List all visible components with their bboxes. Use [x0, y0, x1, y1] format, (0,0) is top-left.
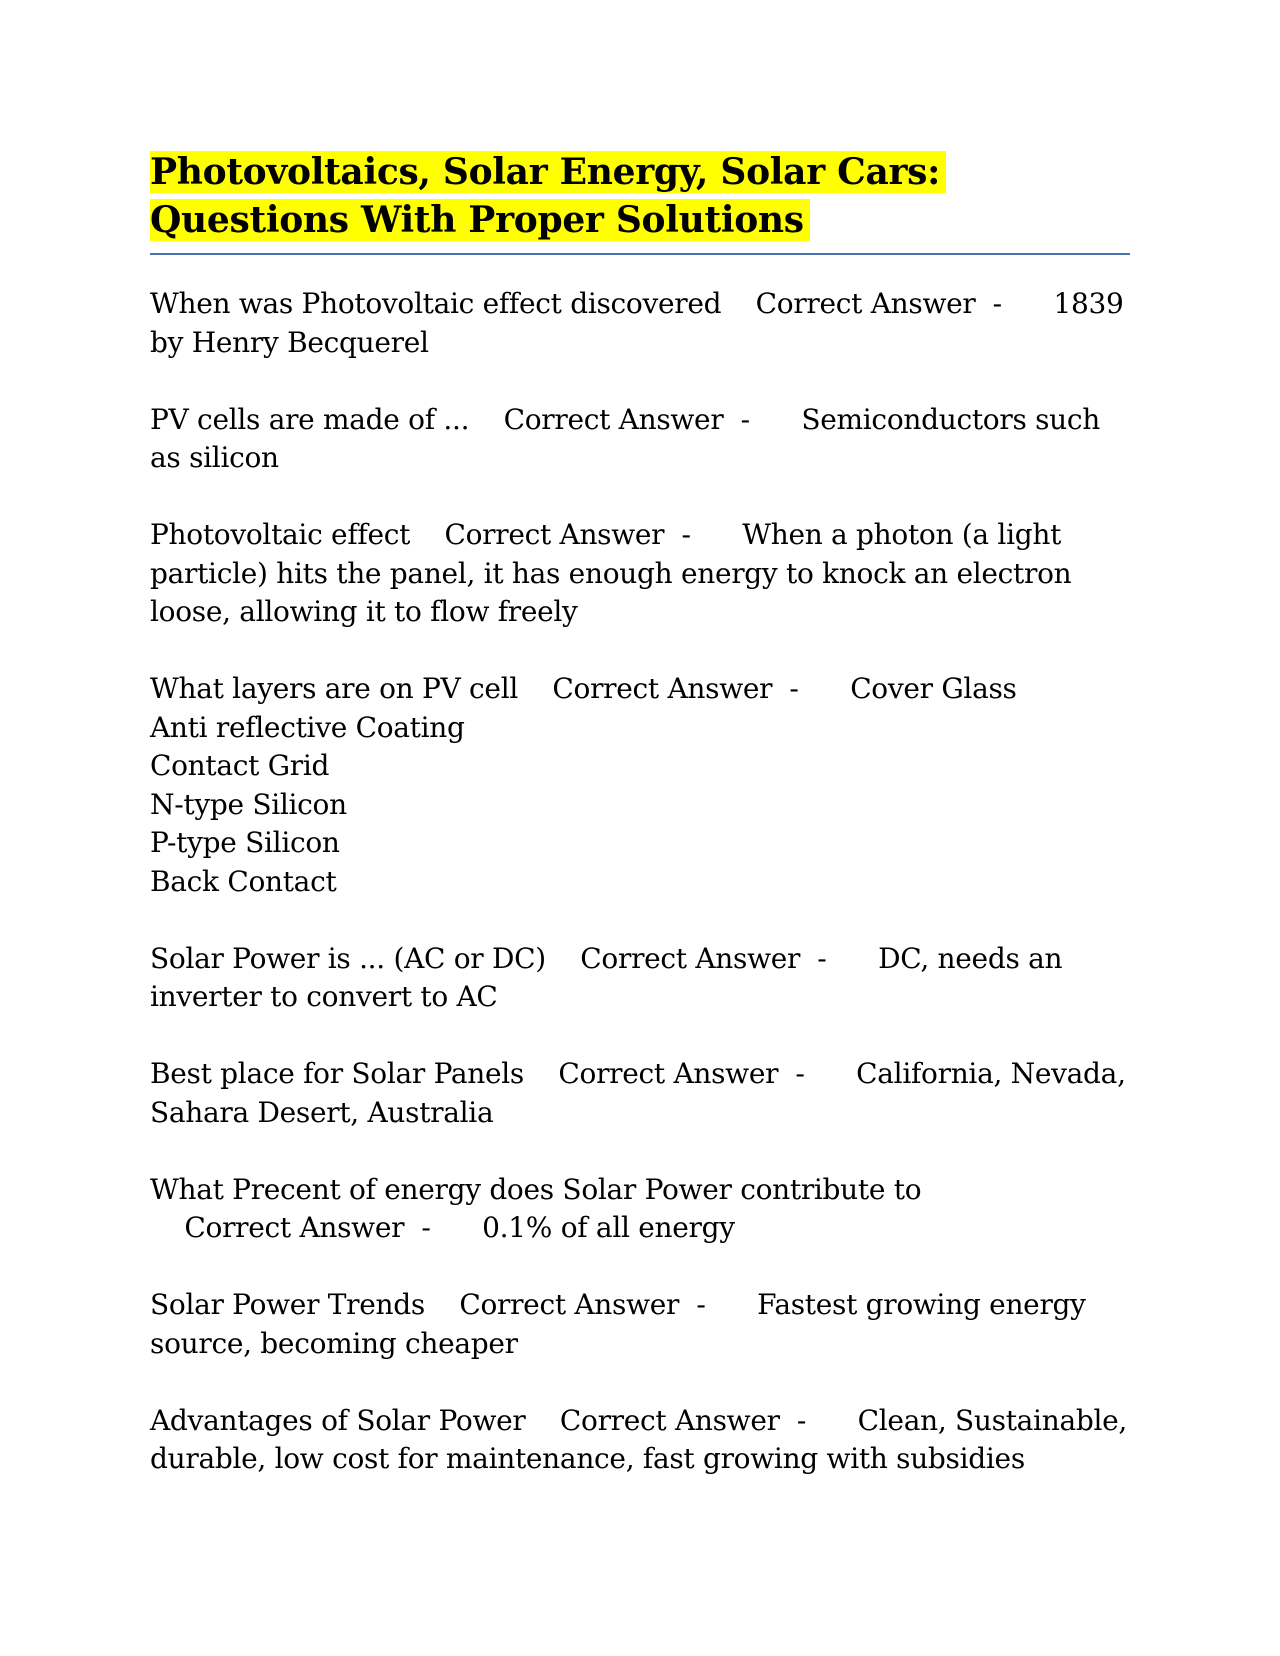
question-text: What layers are on PV cell: [150, 672, 519, 705]
answer-text: 0.1% of all energy: [482, 1211, 735, 1244]
qa-item-best-place: [150, 1055, 1130, 1132]
correct-answer-label: Correct Answer -: [523, 1057, 857, 1090]
question-text: When was Photovoltaic effect discovered: [150, 287, 722, 320]
answer-line: N-type Silicon: [150, 787, 347, 821]
answer-text: Semiconductors such as silicon: [150, 402, 1101, 474]
answer-text: Clean, Sustainable, durable, low cost for maintenance, fast growing with subsidies: [150, 1403, 1127, 1475]
qa-item-pv-material: [150, 401, 1130, 478]
title-block: [150, 148, 1130, 255]
page-title: [150, 148, 1130, 244]
question-text: Photovoltaic effect: [150, 518, 411, 551]
answer-text: California, Nevada, Sahara Desert, Australia: [150, 1057, 1126, 1129]
answer-text: Fastest growing energy source, becoming cheaper: [150, 1288, 1086, 1360]
qa-item-advantages: [150, 1402, 1130, 1479]
question-text: Solar Power is ... (AC or DC): [150, 941, 546, 975]
answer-line: Contact Grid: [150, 749, 330, 782]
correct-answer-label: Correct Answer -: [424, 1288, 758, 1321]
question-text: Best place for Solar Panels: [150, 1057, 524, 1090]
answer-line: Back Contact: [150, 864, 337, 898]
qa-item-pv-effect: [150, 516, 1130, 632]
correct-answer-label: Correct Answer -: [150, 1211, 483, 1244]
correct-answer-label: Correct Answer -: [410, 518, 743, 551]
correct-answer-label: Correct Answer -: [469, 402, 802, 436]
question-text: Advantages of Solar Power: [150, 1403, 526, 1437]
answer-line: P-type Silicon: [150, 826, 340, 859]
answer-text: When a photon (a light particle) hits the panel, it has enough energy to knock an electron loose, allowing it to flow freely: [150, 518, 1072, 628]
qa-item-trends: [150, 1286, 1130, 1363]
document-page: [150, 148, 1130, 1517]
qa-item-pv-layers: [150, 670, 1130, 901]
question-text: Solar Power Trends: [150, 1288, 425, 1321]
qa-item-discovery: [150, 285, 1130, 362]
correct-answer-label: Correct Answer -: [518, 672, 851, 705]
answer-line: Cover Glass: [850, 672, 1017, 705]
question-text: PV cells are made of ...: [150, 402, 470, 436]
title-highlight: Photovoltaics, Solar Energy, Solar Cars: Questions With Proper Solutions: [150, 151, 946, 241]
correct-answer-label: Correct Answer -: [721, 287, 1054, 320]
correct-answer-label: Correct Answer -: [525, 1403, 858, 1437]
correct-answer-label: Correct Answer -: [545, 941, 879, 975]
qa-item-ac-dc: [150, 940, 1130, 1017]
answer-text: DC, needs an inverter to convert to AC: [150, 941, 1063, 1013]
answer-line: Anti reflective Coating: [150, 710, 465, 744]
question-text: What Precent of energy does Solar Power contribute to: [150, 1172, 922, 1206]
answer-text: 1839 by Henry Becquerel: [150, 287, 1124, 359]
qa-list: [150, 285, 1130, 1479]
qa-item-percent: [150, 1171, 1130, 1248]
